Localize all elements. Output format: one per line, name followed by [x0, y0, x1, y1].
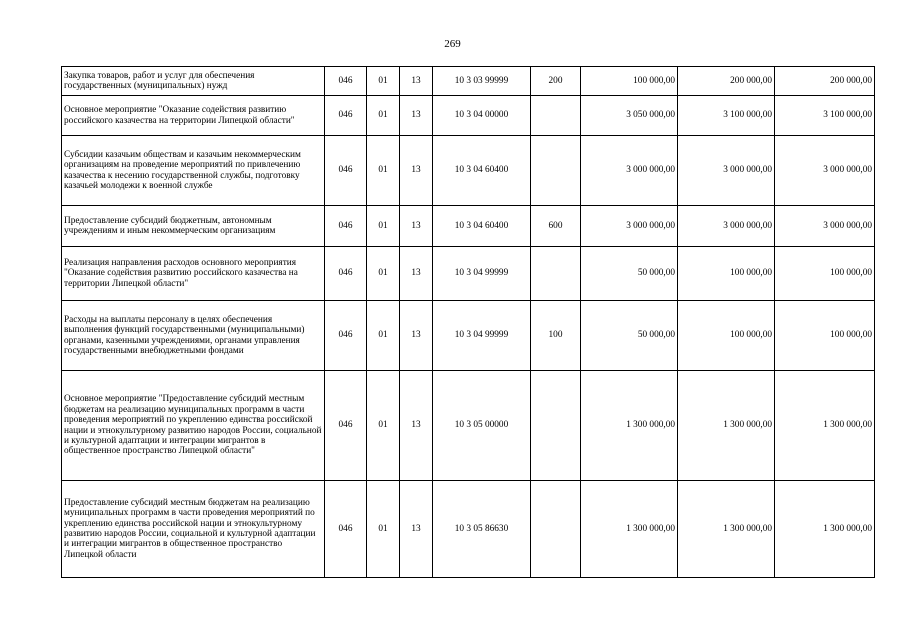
ministry-code: 046 [325, 206, 367, 247]
subsection-code: 13 [400, 206, 433, 247]
sum-year-1: 1 300 000,00 [581, 371, 678, 481]
row-name: Закупка товаров, работ и услуг для обеспечения государственных (муниципальных) нужд [62, 67, 325, 96]
sum-year-2: 200 000,00 [678, 67, 775, 96]
expense-type: 100 [531, 301, 581, 371]
sum-year-2: 1 300 000,00 [678, 481, 775, 578]
row-name: Реализация направления расходов основного мероприятия "Оказание содействия развитию российского казачества на территории Липецкой области" [62, 247, 325, 301]
subsection-code: 13 [400, 481, 433, 578]
section-code: 01 [367, 206, 400, 247]
table-row [62, 371, 875, 481]
table-row [62, 247, 875, 301]
subsection-code: 13 [400, 301, 433, 371]
sum-year-3: 200 000,00 [775, 67, 875, 96]
table-row [62, 481, 875, 578]
sum-year-1: 3 000 000,00 [581, 206, 678, 247]
ministry-code: 046 [325, 481, 367, 578]
sum-year-2: 1 300 000,00 [678, 371, 775, 481]
table-row [62, 96, 875, 136]
subsection-code: 13 [400, 96, 433, 136]
section-code: 01 [367, 301, 400, 371]
page-number: 269 [444, 38, 461, 50]
sum-year-1: 1 300 000,00 [581, 481, 678, 578]
subsection-code: 13 [400, 371, 433, 481]
sum-year-3: 3 000 000,00 [775, 136, 875, 206]
expense-type: 200 [531, 67, 581, 96]
table-row [62, 206, 875, 247]
table-row [62, 67, 875, 96]
target-article: 10 3 05 00000 [433, 371, 531, 481]
expense-type [531, 371, 581, 481]
expense-type [531, 136, 581, 206]
ministry-code: 046 [325, 371, 367, 481]
target-article: 10 3 04 99999 [433, 247, 531, 301]
sum-year-2: 3 000 000,00 [678, 206, 775, 247]
sum-year-2: 3 000 000,00 [678, 136, 775, 206]
sum-year-3: 3 000 000,00 [775, 206, 875, 247]
row-name: Расходы на выплаты персоналу в целях обеспечения выполнения функций государственными (муниципальными) органами, казенными учреждениями, органами управления государственными внебюджетными фондами [62, 301, 325, 371]
expense-type: 600 [531, 206, 581, 247]
target-article: 10 3 04 60400 [433, 206, 531, 247]
sum-year-2: 3 100 000,00 [678, 96, 775, 136]
expense-type [531, 481, 581, 578]
ministry-code: 046 [325, 96, 367, 136]
table-row [62, 136, 875, 206]
sum-year-3: 3 100 000,00 [775, 96, 875, 136]
section-code: 01 [367, 247, 400, 301]
section-code: 01 [367, 96, 400, 136]
sum-year-3: 100 000,00 [775, 301, 875, 371]
row-name: Основное мероприятие "Оказание содействия развитию российского казачества на территории Липецкой области" [62, 96, 325, 136]
section-code: 01 [367, 67, 400, 96]
ministry-code: 046 [325, 301, 367, 371]
sum-year-3: 1 300 000,00 [775, 481, 875, 578]
ministry-code: 046 [325, 247, 367, 301]
section-code: 01 [367, 481, 400, 578]
sum-year-1: 100 000,00 [581, 67, 678, 96]
section-code: 01 [367, 371, 400, 481]
expense-type [531, 96, 581, 136]
sum-year-3: 100 000,00 [775, 247, 875, 301]
table-row [62, 301, 875, 371]
sum-year-1: 50 000,00 [581, 301, 678, 371]
subsection-code: 13 [400, 136, 433, 206]
sum-year-2: 100 000,00 [678, 247, 775, 301]
row-name: Основное мероприятие "Предоставление субсидий местным бюджетам на реализацию муниципальных программ в части проведения мероприятий по укреплению единства российской нации и этнокультурному развитию народов России, социальной и культурной адаптации и интеграции мигрантов в общественное пространство Липецкой области" [62, 371, 325, 481]
target-article: 10 3 04 60400 [433, 136, 531, 206]
ministry-code: 046 [325, 136, 367, 206]
sum-year-1: 3 050 000,00 [581, 96, 678, 136]
row-name: Субсидии казачьим обществам и казачьим некоммерческим организациям на проведение мероприятий по привлечению казачества к несению государственной службы, подготовку казачьей молодежи к военной службе [62, 136, 325, 206]
target-article: 10 3 04 00000 [433, 96, 531, 136]
subsection-code: 13 [400, 247, 433, 301]
sum-year-1: 50 000,00 [581, 247, 678, 301]
target-article: 10 3 05 86630 [433, 481, 531, 578]
row-name: Предоставление субсидий бюджетным, автономным учреждениям и иным некоммерческим организациям [62, 206, 325, 247]
subsection-code: 13 [400, 67, 433, 96]
sum-year-1: 3 000 000,00 [581, 136, 678, 206]
row-name: Предоставление субсидий местным бюджетам на реализацию муниципальных программ в части проведения мероприятий по укреплению единства российской нации и этнокультурному развитию народов России, социальной и культурной адаптации и интеграции мигрантов в общественное пространство Липецкой области [62, 481, 325, 578]
section-code: 01 [367, 136, 400, 206]
sum-year-2: 100 000,00 [678, 301, 775, 371]
sum-year-3: 1 300 000,00 [775, 371, 875, 481]
target-article: 10 3 03 99999 [433, 67, 531, 96]
expense-type [531, 247, 581, 301]
target-article: 10 3 04 99999 [433, 301, 531, 371]
ministry-code: 046 [325, 67, 367, 96]
budget-table [61, 66, 875, 578]
